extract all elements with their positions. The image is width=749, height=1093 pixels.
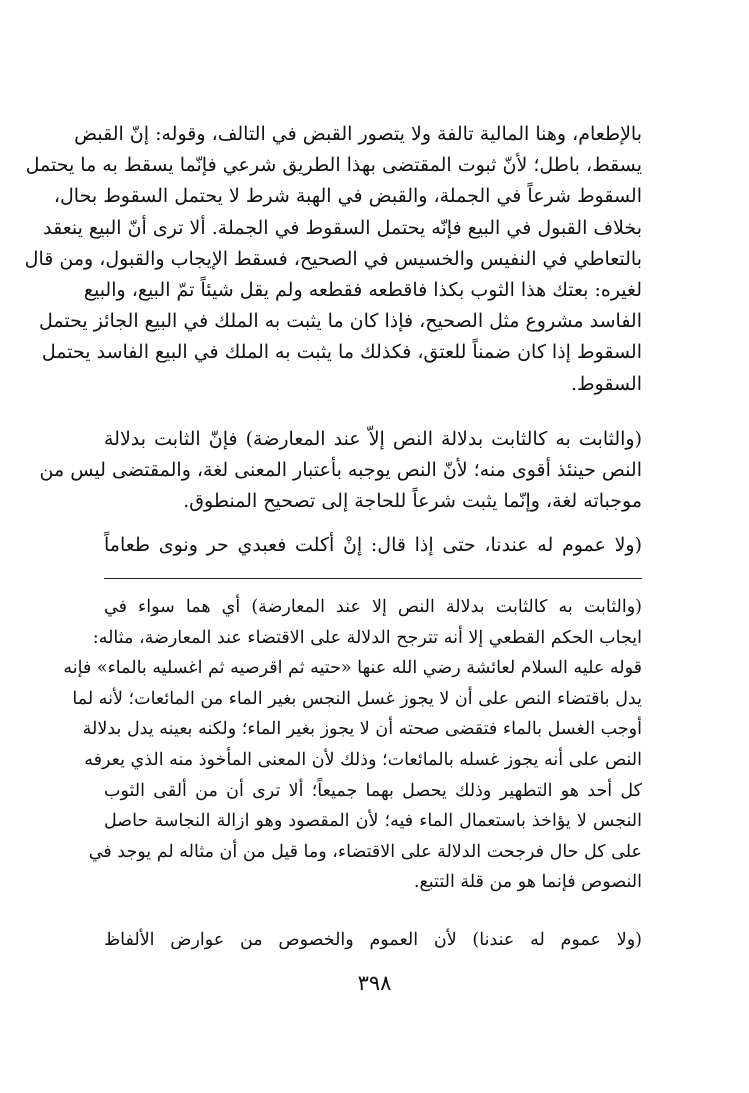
text-line: بالتعاطي في النفيس والخسيس في الصحيح، فسقط الإيجاب والقبول، ومن قال (24, 247, 642, 270)
text-line: الفاسد مشروع مثل الصحيح، فإذا كان ما يثبت به الملك في البيع الجائز يحتمل (39, 310, 642, 333)
main-text-paragraph (104, 530, 642, 561)
text-line: (والثابت به كالثابت بدلالة النص إلاّ عند المعارضة) فإنّ الثابت بدلالة (104, 428, 642, 450)
footnote-line: ايجاب الحكم القطعي إلا أنه تترجح الدلالة على الاقتضاء عند المعارضة، مثاله: (92, 627, 642, 648)
footnote-line: (والثابت به كالثابت بدلالة النص إلا عند المعارضة) أي هما سواء في (104, 597, 642, 617)
main-text-paragraph (24, 119, 642, 400)
text-line: بالإطعام، وهنا المالية تالفة ولا يتصور القبض في التالف، وقوله: إنّ القبض (74, 123, 642, 145)
text-line: يسقط، باطل؛ لأنّ ثبوت المقتضى بهذا الطريق شرعي فإنّما يسقط به ما يحتمل (25, 154, 642, 177)
footnote-separator (104, 578, 642, 579)
footnote-line: النجس لا يؤاخذ باستعمال الماء فيه؛ لأن المقصود وهو ازالة النجاسة حاصل (104, 811, 642, 832)
footnote-line: يدل باقتضاء النص على أن لا يجوز غسل النجس بغير الماء من المائعات؛ لأنه لما (72, 688, 642, 709)
footnote-line: على كل حال فرجحت الدلالة على الاقتضاء، وما قيل من أن مثاله لم يوجد في (88, 841, 642, 862)
footnote-line: النصوص فإنما هو من قلة التتبع. (413, 872, 642, 893)
text-line: موجباته لغة، وإنّما يثبت شرعاً للحاجة إلى تصحيح المنطوق. (183, 490, 642, 513)
text-line: بخلاف القبول في البيع فإنّه يحتمل السقوط في الجملة. ألا ترى أنّ البيع ينعقد (43, 216, 642, 239)
text-line: (ولا عموم له عندنا، حتى إذا قال: إنْ أكلت فعبدي حر ونوى طعاماً (104, 534, 642, 556)
footnote-line: النص على أنه يجوز غسله بالمائعات؛ وذلك لأن المعنى المأخوذ منه الذي يعرفه (84, 749, 642, 770)
footnote-line: قوله عليه السلام لعائشة رضي الله عنها «حتيه ثم اقرصيه ثم اغسليه بالماء» فإنه (63, 658, 642, 679)
footnote-line: كل أحد هو التطهير وذلك يحصل بهما جميعاً؛ ألا ترى أن من ألقى الثوب (104, 780, 642, 801)
page-number: ٣٩٨ (357, 971, 392, 995)
footnote-paragraph (104, 925, 642, 956)
footnote-line: أوجب الغسل بالماء فتقضى صحته أن لا يجوز بغير الماء؛ ولكنه بعينه يدل بدلالة (82, 719, 642, 740)
text-line: لغيره: بعتك هذا الثوب بكذا فاقطعه فقطعه ولم يقل شيئاً تمّ البيع، والبيع (83, 278, 642, 301)
main-text-paragraph (39, 424, 642, 518)
text-line: النص حينئذ أقوى منه؛ لأنّ النص يوجبه بأعتبار المعنى لغة، والمقتضى ليس من (39, 459, 642, 482)
footnote-paragraph (63, 592, 642, 898)
text-line: السقوط. (570, 372, 642, 395)
footnote-line: (ولا عموم له عندنا) لأن العموم والخصوص من عوارض الألفاظ (104, 930, 642, 950)
text-line: السقوط إذا كان ضمناً للعتق، فكذلك ما يثبت به الملك في البيع الفاسد يحتمل (41, 341, 642, 364)
text-line: السقوط شرعاً في الجملة، والقبض في الهبة شرط لا يحتمل السقوط بحال، (53, 185, 642, 208)
